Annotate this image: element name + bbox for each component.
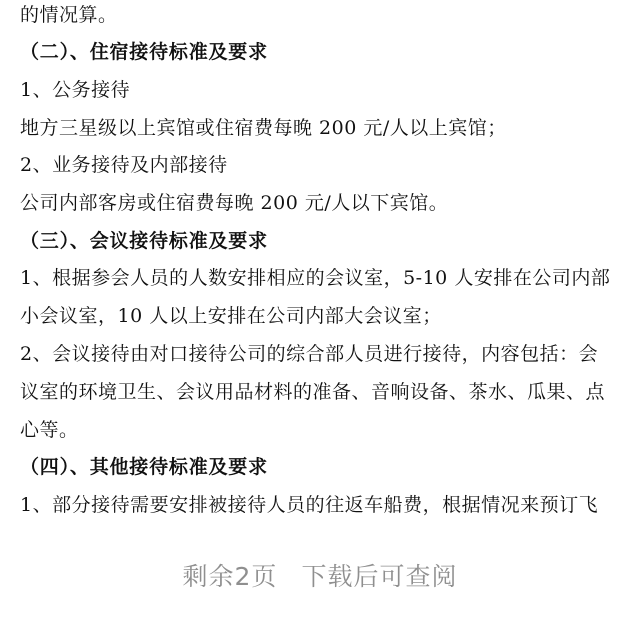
paragraph-line: 地方三星级以上宾馆或住宿费每晚 200 元/人以上宾馆； bbox=[20, 117, 507, 139]
paragraph-line: 心等。 bbox=[20, 419, 79, 441]
download-to-view-link[interactable]: 下载后可查阅 bbox=[301, 562, 458, 591]
paragraph-line: 2、会议接待由对口接待公司的综合部人员进行接待，内容包括：会 bbox=[20, 343, 599, 365]
remaining-pages-label[interactable]: 剩余2页 bbox=[182, 562, 278, 591]
paragraph-line: 小会议室，10 人以上安排在公司内部大会议室； bbox=[20, 305, 442, 327]
remaining-pages-footer[interactable] bbox=[0, 557, 640, 593]
paragraph-line: 2、业务接待及内部接待 bbox=[20, 154, 228, 176]
paragraph-line: 1、部分接待需要安排被接待人员的往返车船费，根据情况来预订飞 bbox=[20, 494, 599, 516]
paragraph-line: 议室的环境卫生、会议用品材料的准备、音响设备、茶水、瓜果、点 bbox=[20, 381, 606, 403]
paragraph-line: 的情况算。 bbox=[20, 4, 118, 26]
paragraph-line: 1、公务接待 bbox=[20, 79, 131, 101]
paragraph-line: 公司内部客房或住宿费每晚 200 元/人以下宾馆。 bbox=[20, 192, 449, 214]
section-heading: （三）、会议接待标准及要求 bbox=[20, 230, 268, 252]
section-heading: （四）、其他接待标准及要求 bbox=[20, 456, 268, 478]
paragraph-line: 1、根据参会人员的人数安排相应的会议室，5-10 人安排在公司内部 bbox=[20, 267, 611, 289]
section-heading: （二）、住宿接待标准及要求 bbox=[20, 41, 268, 63]
